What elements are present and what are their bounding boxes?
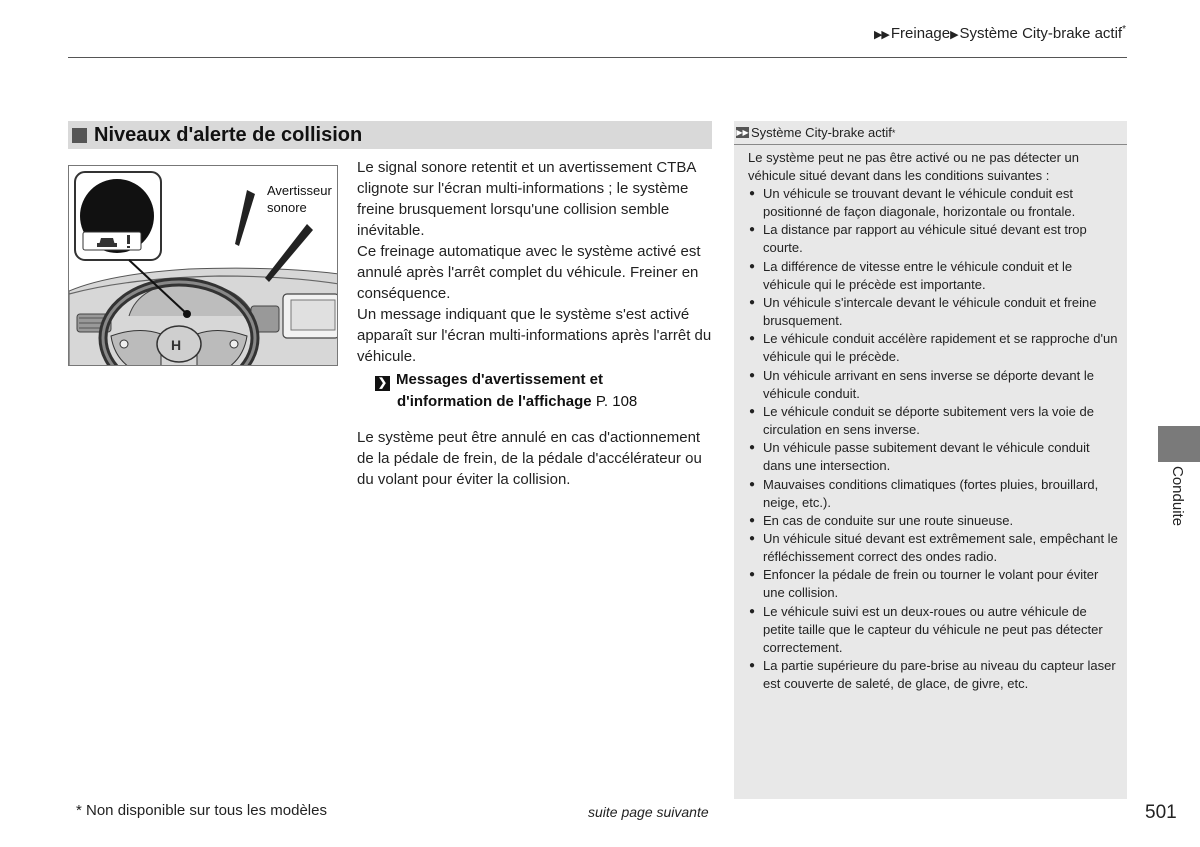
xref-title-line-1: Messages d'avertissement et — [396, 371, 604, 388]
list-item: ● Le véhicule suivi est un deux-roues ou autre véhicule de petite taille que le capteur du véhicule ne peut pas détecter correctement. — [748, 603, 1120, 657]
list-item: ● Un véhicule passe subitement devant le véhicule conduit dans une intersection. — [748, 439, 1120, 475]
illustration-label-line-1: Avertisseur — [267, 183, 332, 198]
header-divider — [68, 57, 1127, 58]
continued-note: suite page suivante — [588, 804, 709, 820]
sidebar-title: Système City-brake actif — [751, 125, 892, 140]
chapter-label-text: Conduite — [1169, 466, 1186, 527]
list-item: ● La différence de vitesse entre le véhicule conduit et le véhicule qui le précède est importante. — [748, 258, 1120, 294]
page-number: 501 — [1145, 802, 1177, 823]
section-title: Niveaux d'alerte de collision — [94, 123, 363, 146]
breadcrumb-part-2: Système City-brake actif — [959, 25, 1123, 42]
sidebar-intro: Le système peut ne pas être activé ou ne pas détecter un véhicule situé devant dans les conditions suivantes : — [748, 150, 1079, 183]
footnote: * Non disponible sur tous les modèles — [76, 802, 327, 819]
svg-text:H: H — [171, 337, 182, 353]
xref-title-line-2: d'information de l'affichage — [397, 393, 592, 410]
square-bullet-icon — [72, 128, 87, 143]
triangle-icon: ▶ — [950, 29, 958, 41]
paragraph-warning: Le signal sonore retentit et un avertissement CTBA clignote sur l'écran multi-informations ; le système freine brusquement lorsqu'une collision semble inévitable. — [357, 159, 696, 239]
breadcrumb-part-1: Freinage — [890, 25, 951, 42]
sidebar-header — [734, 121, 1127, 145]
cross-reference[interactable] — [375, 369, 715, 412]
arrow-reference-icon: ❯ — [375, 376, 390, 391]
illustration-label-line-2: sonore — [267, 200, 307, 215]
main-text — [357, 157, 713, 367]
section-heading — [68, 121, 712, 149]
list-item: ● Le véhicule conduit accélère rapidement et se rapproche d'un véhicule qui le précède. — [748, 330, 1120, 366]
cancel-text — [357, 427, 713, 490]
breadcrumb — [874, 24, 1126, 42]
list-item: ● Un véhicule s'intercale devant le véhicule conduit et freine brusquement. — [748, 294, 1120, 330]
list-item: ● En cas de conduite sur une route sinueuse. — [748, 512, 1120, 530]
note-arrow-icon: ▶▶ — [736, 128, 749, 137]
list-item: ● Le véhicule conduit se déporte subitement vers la voie de circulation en sens inverse. — [748, 403, 1120, 439]
list-item: ● Un véhicule situé devant est extrêmement sale, empêchant le réfléchissement correct des ondes radio. — [748, 530, 1120, 566]
dashboard-illustration — [68, 165, 338, 366]
illustration-label — [267, 182, 332, 216]
list-item: ● Mauvaises conditions climatiques (fortes pluies, brouillard, neige, etc.). — [748, 476, 1120, 512]
chapter-label — [1158, 462, 1200, 542]
double-triangle-icon: ▶▶ — [873, 29, 889, 41]
list-item: ● Enfoncer la pédale de frein ou tourner le volant pour éviter une collision. — [748, 566, 1120, 602]
paragraph-override: Le système peut être annulé en cas d'actionnement de la pédale de frein, de la pédale d'accélérateur ou du volant pour éviter la collision. — [357, 429, 702, 488]
list-item: ● Un véhicule arrivant en sens inverse se déporte devant le véhicule conduit. — [748, 367, 1120, 403]
paragraph-cancel-after-stop: Ce freinage automatique avec le système activé est annulé après l'arrêt complet du véhicule. Freiner en conséquence. — [357, 243, 701, 302]
list-item: ● La distance par rapport au véhicule situé devant est trop courte. — [748, 221, 1120, 257]
paragraph-message: Un message indiquant que le système s'est activé apparaît sur l'écran multi-informations après l'arrêt du véhicule. — [357, 306, 712, 365]
breadcrumb-marker: * — [1122, 24, 1126, 35]
condition-list — [748, 185, 1120, 693]
xref-page: P. 108 — [591, 393, 638, 410]
list-item: ● La partie supérieure du pare-brise au niveau du capteur laser est couverte de saleté, de glace, de givre, etc. — [748, 657, 1120, 693]
list-item: ● Un véhicule se trouvant devant le véhicule conduit est positionné de façon diagonale, horizontale ou frontale. — [748, 185, 1120, 221]
chapter-tab — [1158, 426, 1200, 462]
sidebar-title-marker: * — [891, 127, 896, 138]
sidebar-note — [734, 121, 1127, 799]
